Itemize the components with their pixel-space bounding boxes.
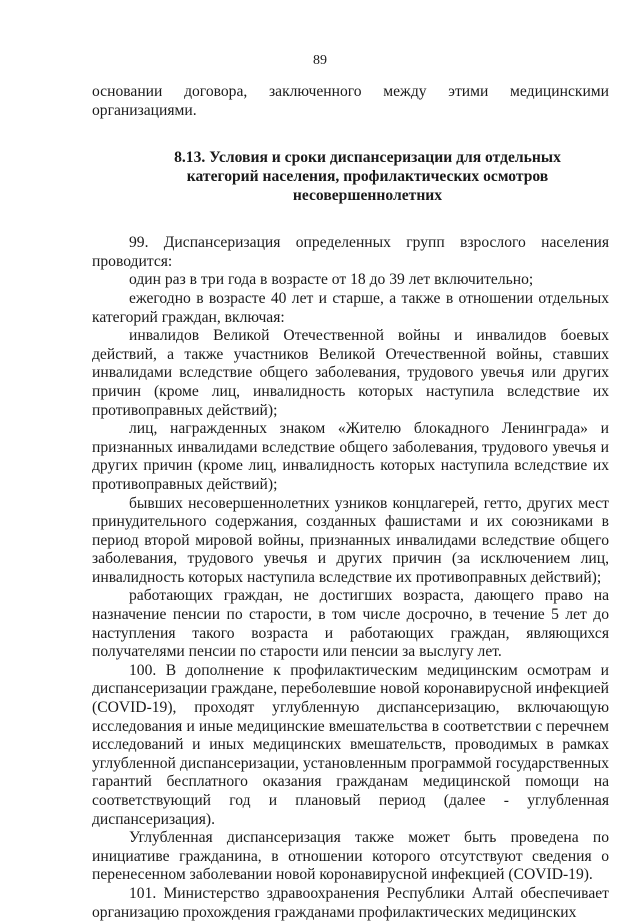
paragraph-99: 99. Диспансеризация определенных групп взрослого населения проводится: [92, 234, 609, 270]
paragraph-once-in-three-years: один раз в три года в возрасте от 18 до 39 лет включительно; [129, 271, 534, 289]
paragraph-continuation: основании договора, заключенного между этими медицинскими организациями. [92, 83, 609, 119]
document-body [92, 83, 609, 922]
paragraph-leningrad-siege: лиц, награжденных знаком «Жителю блокадного Ленинграда» и признанных инвалидами вследствие общего заболевания, трудового увечья и других причин (кроме лиц, инвалидность которых наступила вследствие их противоправных действий); [92, 420, 609, 493]
paragraph-working-citizens: работающих граждан, не достигших возраста, дающего право на назначение пенсии по старости, в том числе досрочно, в течение 5 лет до наступления такого возраста и работающих граждан, являющихся получателями пенсии по старости или пенсии за выслугу лет. [92, 587, 609, 661]
paragraph-former-prisoners: бывших несовершеннолетних узников концлагерей, гетто, других мест принудительного содержания, созданных фашистами и их союзниками в период второй мировой войны, признанных инвалидами вследствие общего заболевания, трудового увечья и других причин (за исключением лиц, инвалидность которых наступила вследствие их противоправных действий); [92, 494, 609, 586]
paragraph-100: 100. В дополнение к профилактическим медицинским осмотрам и диспансеризации граждане, переболевшие новой коронавирусной инфекцией (COVID-19), проходят углубленную диспансеризацию, включающую исследования и иные медицинские вмешательства в соответствии с перечнем исследований и иных медицинских вмешательств, проводимых в рамках углубленной диспансеризации, установленным программой государственных гарантий бесплатного оказания гражданам медицинской помощи на соответствующий год и плановый период (далее - углубленная диспансеризация). [92, 661, 609, 828]
paragraph-deep-dispensarization: Углубленная диспансеризация также может быть проведена по инициативе гражданина, в отношении которого отсутствуют сведения о перенесенном заболевании новой коронавирусной инфекцией (COVID-19). [92, 829, 609, 884]
paragraph-101: 101. Министерство здравоохранения Республики Алтай обеспечивает организацию прохождения гражданами профилактических медицинских [92, 884, 609, 921]
paragraph-war-invalids: инвалидов Великой Отечественной войны и инвалидов боевых действий, а также участников Великой Отечественной войны, ставших инвалидами вследствие общего заболевания, трудового увечья или других причин (кроме лиц, инвалидность которых наступила вследствие их противоправных действий); [92, 327, 609, 419]
page-number: 89 [313, 53, 327, 68]
paragraph-annually: ежегодно в возрасте 40 лет и старше, а также в отношении отдельных категорий граждан, включая: [92, 289, 609, 326]
section-heading: 8.13. Условия и сроки диспансеризации для отдельных категорий населения, профилактических осмотров несовершеннолетних [174, 149, 561, 205]
